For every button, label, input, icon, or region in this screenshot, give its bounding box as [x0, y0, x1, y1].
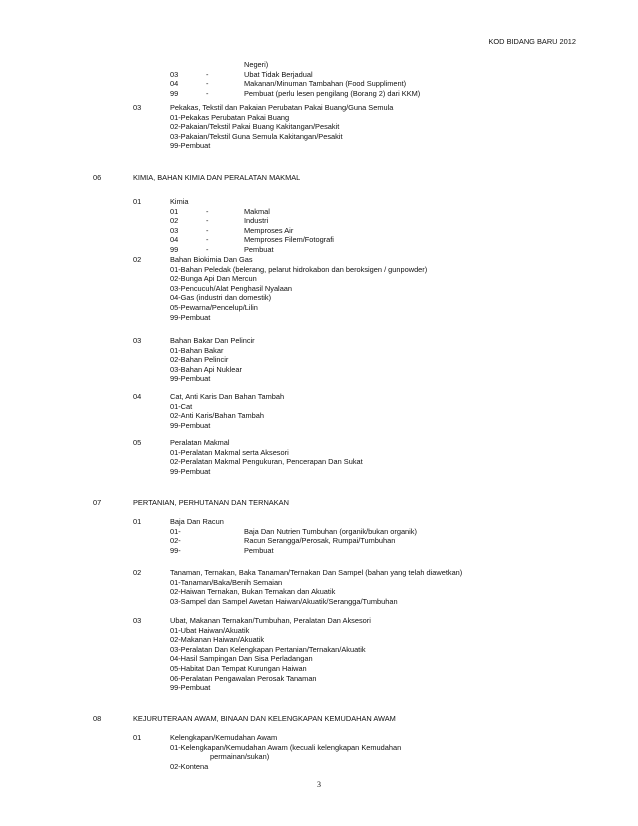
subcategory-item: 99-Pembuat: [170, 683, 211, 693]
subcode-description: Pembuat (perlu lesen pengilang (Borang 2) dari KKM): [244, 88, 421, 98]
subcode-description: Memproses Air: [244, 225, 294, 235]
category-title: Kelengkapan/Kemudahan Awam: [170, 733, 278, 742]
dash-separator: -: [206, 216, 209, 226]
subcategory-item: 01-Pekakas Perubatan Pakai Buang: [170, 112, 290, 122]
section-title: KEJURUTERAAN AWAM, BINAAN DAN KELENGKAPAN KEMUDAHAN AWAM: [133, 714, 396, 723]
category-title: Peralatan Makmal: [170, 438, 230, 447]
dash-separator: -: [206, 88, 209, 98]
subcategory-item: 99-Pembuat: [170, 420, 211, 430]
subcategory-item: 03-Pakaian/Tekstil Guna Semula Kakitangan/Pesakit: [170, 131, 343, 141]
subcategory-item: 02-Bunga Api Dan Mercun: [170, 274, 257, 284]
subcategory-item: 99-Pembuat: [170, 141, 211, 151]
subcategory-item: 03-Bahan Api Nuklear: [170, 364, 242, 374]
subcode-description: Makanan/Minuman Tambahan (Food Suppliment): [244, 79, 407, 89]
section-code: 08: [93, 714, 102, 723]
subcode-description: Pembuat: [244, 545, 274, 555]
subcategory-item: permainan/sukan): [210, 752, 270, 762]
subcode-description: Ubat Tidak Berjadual: [244, 69, 313, 79]
section-title: PERTANIAN, PERHUTANAN DAN TERNAKAN: [133, 498, 289, 507]
category-code: 05: [133, 438, 142, 447]
subcategory-item: 99-Pembuat: [170, 466, 211, 476]
dash-separator: -: [206, 206, 209, 216]
subcode-number: 99: [170, 245, 179, 254]
section-title: KIMIA, BAHAN KIMIA DAN PERALATAN MAKMAL: [133, 173, 301, 182]
dash-separator: -: [206, 69, 209, 79]
subcode-description: Pembuat: [244, 245, 274, 254]
subcode-number: 02: [170, 216, 179, 226]
subcategory-item: 03-Sampel dan Sampel Awetan Haiwan/Akuatik/Serangga/Tumbuhan: [170, 596, 398, 606]
subcategory-item: 03-Peralatan Dan Kelengkapan Pertanian/Ternakan/Akuatik: [170, 644, 366, 654]
category-code: 01: [133, 733, 142, 742]
document-header-code: KOD BIDANG BARU 2012: [488, 37, 576, 46]
category-title: Bahan Biokimia Dan Gas: [170, 255, 253, 264]
subcode-description: Makmal: [244, 206, 270, 216]
subcategory-item: 02-Pakaian/Tekstil Pakai Buang Kakitangan/Pesakit: [170, 122, 340, 132]
subcode-number: 02-: [170, 536, 181, 546]
category-title: Kimia: [170, 197, 189, 206]
category-title: Baja Dan Racun: [170, 517, 224, 526]
category-code: 03: [133, 336, 142, 345]
section-code: 06: [93, 173, 102, 182]
subcategory-item: 02-Bahan Pelincir: [170, 355, 229, 365]
subcategory-item: 02-Anti Karis/Bahan Tambah: [170, 411, 264, 421]
subcategory-item: 01-Tanaman/Baka/Benih Semaian: [170, 577, 283, 587]
subcategory-item: 01-Ubat Haiwan/Akuatik: [170, 625, 250, 635]
subcode-number: 04: [170, 79, 179, 89]
dash-separator: -: [206, 245, 209, 254]
category-code: 01: [133, 517, 142, 526]
category-code: 02: [133, 568, 142, 577]
subcategory-item: 02-Kontena: [170, 761, 209, 771]
subcode-number: 03: [170, 225, 179, 235]
subcategory-item: 02-Makanan Haiwan/Akuatik: [170, 635, 265, 645]
category-code: 01: [133, 197, 142, 206]
subcode-number: 01: [170, 206, 179, 216]
category-title: Tanaman, Ternakan, Baka Tanaman/Ternakan Dan Sampel (bahan yang telah diawetkan): [170, 568, 463, 577]
page-number: 3: [317, 780, 321, 789]
subcode-description: Negeri): [244, 60, 269, 69]
category-code: 03: [133, 103, 142, 112]
category-title: Ubat, Makanan Ternakan/Tumbuhan, Peralatan Dan Aksesori: [170, 616, 371, 625]
section-code: 07: [93, 498, 102, 507]
subcategory-item: 99-Pembuat: [170, 374, 211, 384]
subcategory-item: 02-Peralatan Makmal Pengukuran, Pencerapan Dan Sukat: [170, 457, 363, 467]
category-code: 02: [133, 255, 142, 264]
subcode-number: 99: [170, 88, 179, 98]
subcategory-item: 01-Bahan Peledak (belerang, pelarut hidrokabon dan beroksigen / gunpowder): [170, 264, 428, 274]
category-title: Cat, Anti Karis Dan Bahan Tambah: [170, 392, 285, 401]
subcategory-item: 01-Peralatan Makmal serta Aksesori: [170, 447, 289, 457]
subcategory-item: 04-Gas (industri dan domestik): [170, 293, 272, 303]
category-title: Pekakas, Tekstil dan Pakaian Perubatan Pakai Buang/Guna Semula: [170, 103, 394, 112]
category-title: Bahan Bakar Dan Pelincir: [170, 336, 255, 345]
dash-separator: -: [206, 79, 209, 89]
subcategory-item: 01-Cat: [170, 401, 193, 411]
subcategory-item: 99-Pembuat: [170, 312, 211, 322]
dash-separator: -: [206, 235, 209, 245]
subcode-number: 99-: [170, 545, 181, 555]
subcode-description: Racun Serangga/Perosak, Rumpai/Tumbuhan: [244, 536, 396, 546]
subcategory-item: 01-Kelengkapan/Kemudahan Awam (kecuali kelengkapan Kemudahan: [170, 742, 402, 752]
category-code: 03: [133, 616, 142, 625]
subcategory-item: 02-Haiwan Ternakan, Bukan Ternakan dan Akuatik: [170, 587, 336, 597]
subcategory-item: 01-Bahan Bakar: [170, 345, 224, 355]
subcategory-item: 05-Habitat Dan Tempat Kurungan Haiwan: [170, 664, 307, 673]
dash-separator: -: [206, 225, 209, 235]
subcategory-item: 05-Pewarna/Pencelup/Lilin: [170, 303, 258, 312]
subcode-number: 01-: [170, 526, 181, 536]
subcode-number: 04: [170, 235, 179, 245]
subcode-description: Baja Dan Nutrien Tumbuhan (organik/bukan organik): [244, 526, 417, 536]
subcategory-item: 06-Peralatan Pengawalan Perosak Tanaman: [170, 673, 317, 683]
subcode-number: 03: [170, 69, 179, 79]
subcategory-item: 04-Hasil Sampingan Dan Sisa Perladangan: [170, 654, 313, 664]
subcode-description: Memproses Filem/Fotografi: [244, 235, 334, 245]
subcategory-item: 03-Pencucuh/Alat Penghasil Nyalaan: [170, 283, 293, 293]
subcode-description: Industri: [244, 216, 269, 226]
category-code: 04: [133, 392, 142, 401]
